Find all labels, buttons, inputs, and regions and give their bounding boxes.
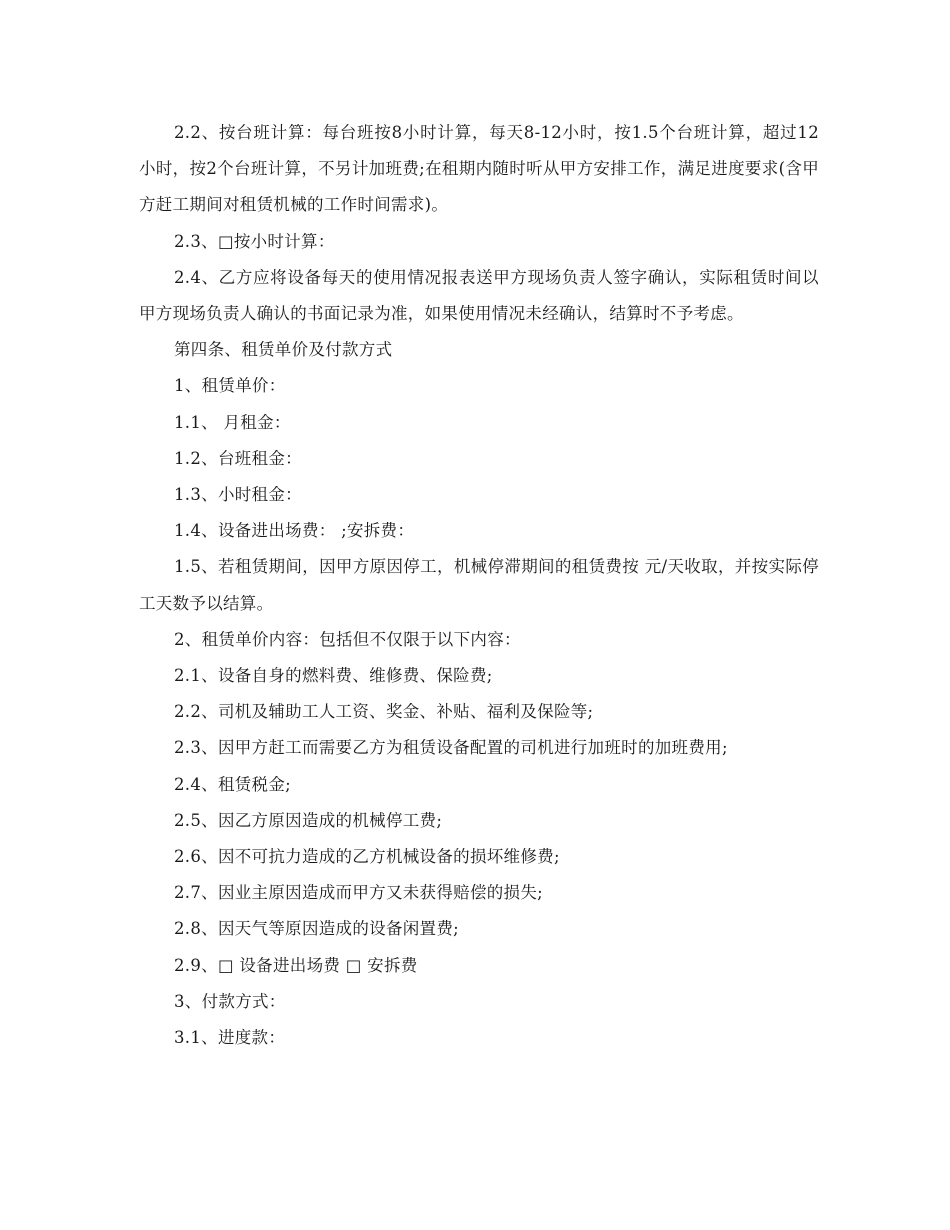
paragraph-1-2-shift-rent: 1.2、台班租金： <box>174 448 302 468</box>
paragraph-2-3-hourly-billing: 2.3、□按小时计算： <box>174 231 335 251</box>
paragraph-2-5-downtime: 2.5、因乙方原因造成的机械停工费; <box>174 810 443 830</box>
paragraph-2-price-contents: 2、租赁单价内容：包括但不仅限于以下内容： <box>174 629 521 649</box>
paragraph-1-5-stoppage-fee: 1.5、若租赁期间，因甲方原因停工，机械停滞期间的租赁费按 元/天收取，并按实际停工天数予以结算。 <box>139 557 819 613</box>
paragraph-2-3-overtime: 2.3、因甲方赶工而需要乙方为租赁设备配置的司机进行加班时的加班费用; <box>174 738 728 758</box>
paragraph-1-1-monthly-rent: 1.1、 月租金： <box>174 412 291 432</box>
paragraph-2-8-idle-fee: 2.8、因天气等原因造成的设备闲置费; <box>174 919 459 939</box>
paragraph-3-1-progress-payment: 3.1、进度款： <box>174 1028 286 1048</box>
section-heading-article-4: 第四条、租赁单价及付款方式 <box>174 340 393 360</box>
document-body <box>139 115 819 1056</box>
paragraph-2-4-tax: 2.4、租赁税金; <box>174 774 291 794</box>
paragraph-1-unit-price: 1、租赁单价： <box>174 376 286 396</box>
paragraph-2-7-owner-loss: 2.7、因业主原因造成而甲方又未获得赔偿的损失; <box>174 883 543 903</box>
paragraph-2-6-force-majeure: 2.6、因不可抗力造成的乙方机械设备的损坏维修费; <box>174 847 560 867</box>
paragraph-2-2-wages: 2.2、司机及辅助工人工资、奖金、补贴、福利及保险等; <box>174 702 594 722</box>
paragraph-2-4-usage-report: 2.4、乙方应将设备每天的使用情况报表送甲方现场负责人签字确认，实际租赁时间以甲方现场负责人确认的书面记录为准，如果使用情况未经确认，结算时不予考虑。 <box>139 267 819 324</box>
paragraph-3-payment-method: 3、付款方式： <box>174 991 286 1011</box>
paragraph-2-1-fuel-repair: 2.1、设备自身的燃料费、维修费、保险费; <box>174 666 493 686</box>
paragraph-1-3-hourly-rent: 1.3、小时租金： <box>174 485 302 505</box>
paragraph-2-9-checkbox-fees: 2.9、□ 设备进出场费 □ 安拆费 <box>174 955 418 975</box>
paragraph-1-4-mobilization-fee: 1.4、设备进出场费： ;安拆费： <box>174 521 415 541</box>
paragraph-2-2-shift-billing: 2.2、按台班计算：每台班按8小时计算，每天8-12小时，按1.5个台班计算，超过12小时，按2个台班计算，不另计加班费;在租期内随时听从甲方安排工作，满足进度要求(含甲方赶工期间对租赁机械的工作时间需求)。 <box>139 123 819 215</box>
